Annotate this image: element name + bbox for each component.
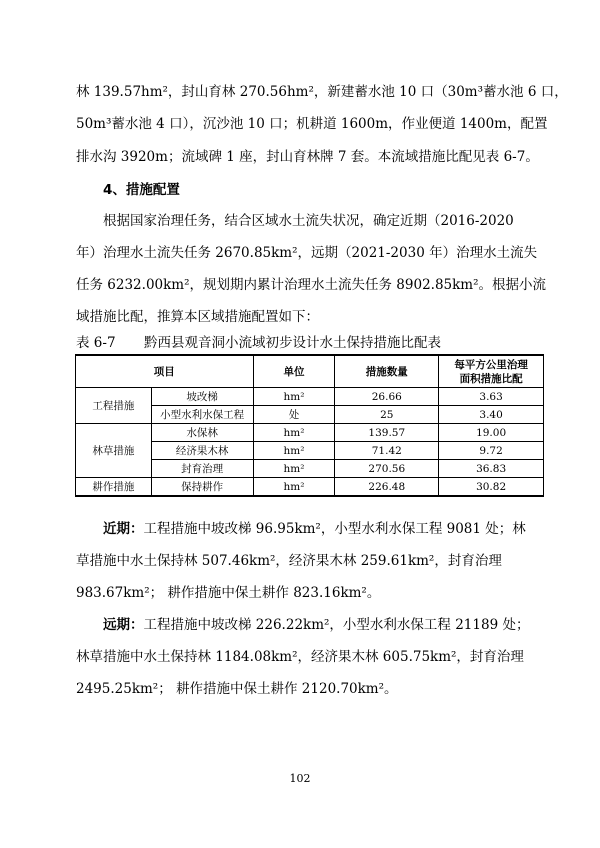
long-term-label: 远期： <box>103 617 144 633</box>
near-term-label: 近期： <box>103 521 144 537</box>
quantity-cell: 25 <box>335 406 439 424</box>
paragraph-config-line-2: 年）治理水土流失任务 2670.85km²，远期（2021-2030 年）治理水土流失 <box>76 245 538 261</box>
measure-name-cell: 经济果木林 <box>151 442 253 460</box>
quantity-cell: 26.66 <box>335 388 439 406</box>
header-ratio-line-1: 每平方公里治理 <box>454 358 528 371</box>
paragraph-config-line-4: 域措施比配，推算本区域措施配置如下： <box>76 309 319 325</box>
ratio-cell: 30.82 <box>439 478 544 497</box>
paragraph-top-line-2: 50m³蓄水池 4 口），沉沙池 10 口；机耕道 1600m，作业便道 1400m，配置 <box>76 116 548 132</box>
measure-name-cell: 水保林 <box>151 424 253 442</box>
table-row <box>76 388 544 406</box>
near-term-line-1-text: 工程措施中坡改梯 96.95km²，小型水利水保工程 9081 处；林 <box>143 521 526 537</box>
ratio-cell: 9.72 <box>439 442 544 460</box>
quantity-cell: 270.56 <box>335 460 439 478</box>
ratio-cell: 19.00 <box>439 424 544 442</box>
table-caption-title: 黔西县观音洞小流域初步设计水土保持措施比配表 <box>144 335 441 351</box>
measure-name-cell: 小型水利水保工程 <box>151 406 253 424</box>
measures-table <box>75 354 544 497</box>
table-caption <box>76 331 441 351</box>
category-cell: 工程措施 <box>76 388 152 424</box>
header-unit: 单位 <box>253 355 335 388</box>
table-caption-number: 表 6-7 <box>76 335 116 351</box>
measure-name-cell: 封育治理 <box>151 460 253 478</box>
measure-name-cell: 坡改梯 <box>151 388 253 406</box>
table-row <box>76 478 544 497</box>
unit-cell: hm² <box>253 442 335 460</box>
ratio-cell: 36.83 <box>439 460 544 478</box>
header-item: 项目 <box>76 355 254 388</box>
long-term-line-2: 林草措施中水土保持林 1184.08km²，经济果木林 605.75km²，封育治理 <box>76 649 524 665</box>
table-header-row <box>76 355 544 388</box>
page-number: 102 <box>289 772 311 785</box>
header-ratio <box>439 355 544 388</box>
quantity-cell: 226.48 <box>335 478 439 497</box>
quantity-cell: 139.57 <box>335 424 439 442</box>
unit-cell: hm² <box>253 424 335 442</box>
table-row <box>76 424 544 442</box>
quantity-cell: 71.42 <box>335 442 439 460</box>
long-term-line-1-text: 工程措施中坡改梯 226.22km²，小型水利水保工程 21189 处； <box>143 617 530 633</box>
paragraph-config-line-1: 根据国家治理任务，结合区域水土流失状况，确定近期（2016-2020 <box>103 213 514 229</box>
unit-cell: 处 <box>253 406 335 424</box>
paragraph-top-line-1: 林 139.57hm²，封山育林 270.56hm²，新建蓄水池 10 口（30m³蓄水池 6 口， <box>76 84 568 100</box>
near-term-line-3: 983.67km²； 耕作措施中保土耕作 823.16km²。 <box>76 585 381 601</box>
ratio-cell: 3.40 <box>439 406 544 424</box>
header-quantity: 措施数量 <box>335 355 439 388</box>
unit-cell: hm² <box>253 478 335 497</box>
paragraph-config-line-3: 任务 6232.00km²，规划期内累计治理水土流失任务 8902.85km²。根据小流 <box>76 277 547 293</box>
long-term-line-1 <box>103 613 529 633</box>
long-term-line-3: 2495.25km²； 耕作措施中保土耕作 2120.70km²。 <box>76 681 398 697</box>
category-cell: 耕作措施 <box>76 478 152 497</box>
section-heading: 4、措施配置 <box>103 182 180 198</box>
paragraph-top-line-3: 排水沟 3920m；流域碑 1 座，封山育林牌 7 套。本流域措施比配见表 6-7。 <box>76 149 539 165</box>
header-ratio-line-2: 面积措施比配 <box>459 372 523 385</box>
ratio-cell: 3.63 <box>439 388 544 406</box>
unit-cell: hm² <box>253 460 335 478</box>
near-term-line-2: 草措施中水土保持林 507.46km²，经济果木林 259.61km²，封育治理 <box>76 553 502 569</box>
category-cell: 林草措施 <box>76 424 152 478</box>
measure-name-cell: 保持耕作 <box>151 478 253 497</box>
near-term-line-1 <box>103 517 526 537</box>
unit-cell: hm² <box>253 388 335 406</box>
